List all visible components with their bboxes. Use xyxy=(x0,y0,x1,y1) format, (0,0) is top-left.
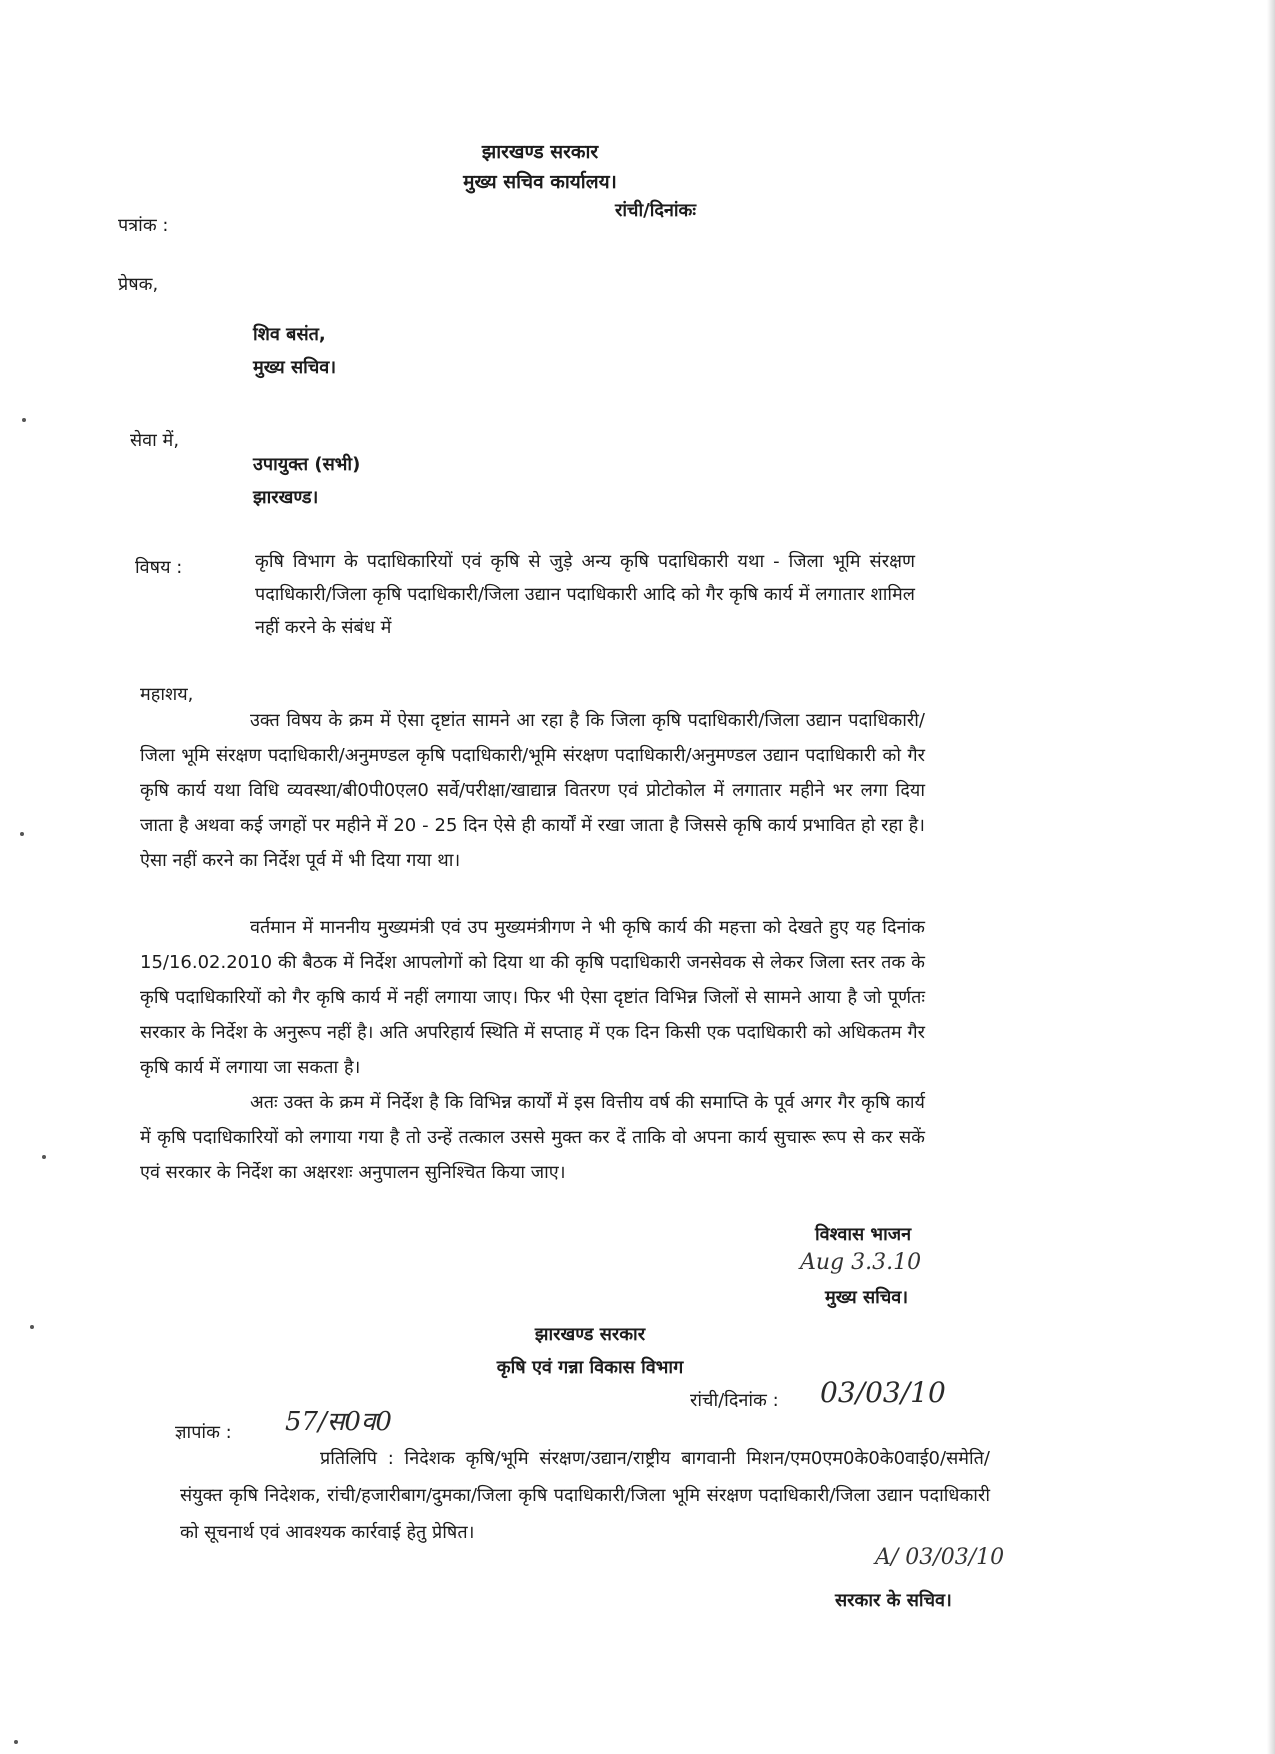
scan-speck xyxy=(20,832,24,836)
header-office: मुख्य सचिव कार्यालय। xyxy=(463,171,617,193)
footer-govt: झारखण्ड सरकार xyxy=(534,1324,646,1345)
subject-label: विषय : xyxy=(135,557,183,578)
recipient-line2: झारखण्ड। xyxy=(253,487,319,508)
header-place-date: रांची/दिनांकः xyxy=(615,200,697,221)
scan-edge-shadow xyxy=(1267,0,1275,1754)
signature-designation-2: सरकार के सचिव। xyxy=(835,1590,952,1611)
body-paragraph-2-text: वर्तमान में माननीय मुख्यमंत्री एवं उप मुख्यमंत्रीगण ने भी कृषि कार्य की महत्ता को देखते हुए यह दिनांक 15/16.02.2010 की बैठक में निर्देश आपलोगों को दिया था की कृषि पदाधिकारी जनसेवक से लेकर जिला स्तर तक के कृषि पदाधिकारियों को गैर कृषि कार्य में नहीं लगाया जाए। फिर भी ऐसा दृष्टांत विभिन्न जिलों से सामने आया है जो पूर्णतः सरकार के निर्देश के अनुरूप नहीं है। अति अपरिहार्य स्थिति में सप्ताह में एक दिन किसी एक पदाधिकारी को अधिकतम गैर कृषि कार्य में लगाया जा सकता है। xyxy=(140,917,925,1078)
scan-speck xyxy=(14,1740,18,1744)
sender-name: शिव बसंत, xyxy=(253,324,326,345)
footer-date-handwritten: 03/03/10 xyxy=(820,1376,946,1409)
body-paragraph-3-text: अतः उक्त के क्रम में निर्देश है कि विभिन्न कार्यों में इस वित्तीय वर्ष की समाप्ति के पूर्व अगर गैर कृषि कार्य में कृषि पदाधिकारियों को लगाया गया है तो उन्हें तत्काल उससे मुक्त कर दें ताकि वो अपना कार्य सुचारू रूप से कर सकें एवं सरकार के निर्देश का अक्षरशः अनुपालन सुनिश्चित किया जाए। xyxy=(140,1092,925,1183)
scan-speck xyxy=(22,418,26,422)
scan-speck xyxy=(42,1155,46,1159)
signature-closing: विश्वास भाजन xyxy=(815,1224,912,1245)
copy-to-paragraph xyxy=(180,1440,990,1551)
copy-to-text: प्रतिलिपि : निदेशक कृषि/भूमि संरक्षण/उद्यान/राष्ट्रीय बागवानी मिशन/एम0एम0के0के0वाई0/समेति/संयुक्त कृषि निदेशक, रांची/हजारीबाग/दुमका/जिला कृषि पदाधिकारी/जिला भूमि संरक्षण पदाधिकारी/जिला उद्यान पदाधिकारी को सूचनार्थ एवं आवश्यक कार्रवाई हेतु प्रेषित। xyxy=(180,1448,990,1543)
footer-place-date-label: रांची/दिनांक : xyxy=(690,1390,779,1411)
memo-number-handwritten: 57/स0व0 xyxy=(285,1407,392,1437)
recipient-label: सेवा में, xyxy=(130,430,180,451)
body-paragraph-3 xyxy=(140,1085,925,1190)
body-paragraph-1-text: उक्त विषय के क्रम में ऐसा दृष्टांत सामने आ रहा है कि जिला कृषि पदाधिकारी/जिला उद्यान पदाधिकारी/जिला भूमि संरक्षण पदाधिकारी/अनुमण्डल कृषि पदाधिकारी/भूमि संरक्षण पदाधिकारी/अनुमण्डल उद्यान पदाधिकारी को गैर कृषि कार्य यथा विधि व्यवस्था/बी0पी0एल0 सर्वे/परीक्षा/खाद्यान्न वितरण एवं प्रोटोकोल में लगातार महीने भर लगा दिया जाता है अथवा कई जगहों पर महीने में 20 - 25 दिन ऐसे ही कार्यों में रखा जाता है जिससे कृषि कार्य प्रभावित हो रहा है। ऐसा नहीं करने का निर्देश पूर्व में भी दिया गया था। xyxy=(140,710,925,871)
subject-text: कृषि विभाग के पदाधिकारियों एवं कृषि से जुड़े अन्य कृषि पदाधिकारी यथा - जिला भूमि संरक्षण पदाधिकारी/जिला कृषि पदाधिकारी/जिला उद्यान पदाधिकारी आदि को गैर कृषि कार्य में लगातार शामिल नहीं करने के संबंध में xyxy=(255,551,915,638)
signature-designation-1: मुख्य सचिव। xyxy=(825,1287,909,1308)
sender-designation: मुख्य सचिव। xyxy=(253,357,337,378)
letter-no-label: पत्रांक : xyxy=(118,215,169,236)
handwritten-signature-2: A/ 03/03/10 xyxy=(875,1545,1005,1570)
body-paragraph-2 xyxy=(140,910,925,1085)
body-paragraph-1 xyxy=(140,703,925,878)
footer-dept: कृषि एवं गन्ना विकास विभाग xyxy=(496,1357,684,1378)
scan-speck xyxy=(30,1325,34,1329)
recipient-line1: उपायुक्त (सभी) xyxy=(253,454,361,475)
handwritten-signature-1: Aug 3.3.10 xyxy=(800,1250,922,1275)
salutation: महाशय, xyxy=(140,684,194,705)
memo-label: ज्ञापांक : xyxy=(175,1422,232,1443)
header-govt: झारखण्ड सरकार xyxy=(481,141,599,163)
sender-label: प्रेषक, xyxy=(118,274,159,295)
